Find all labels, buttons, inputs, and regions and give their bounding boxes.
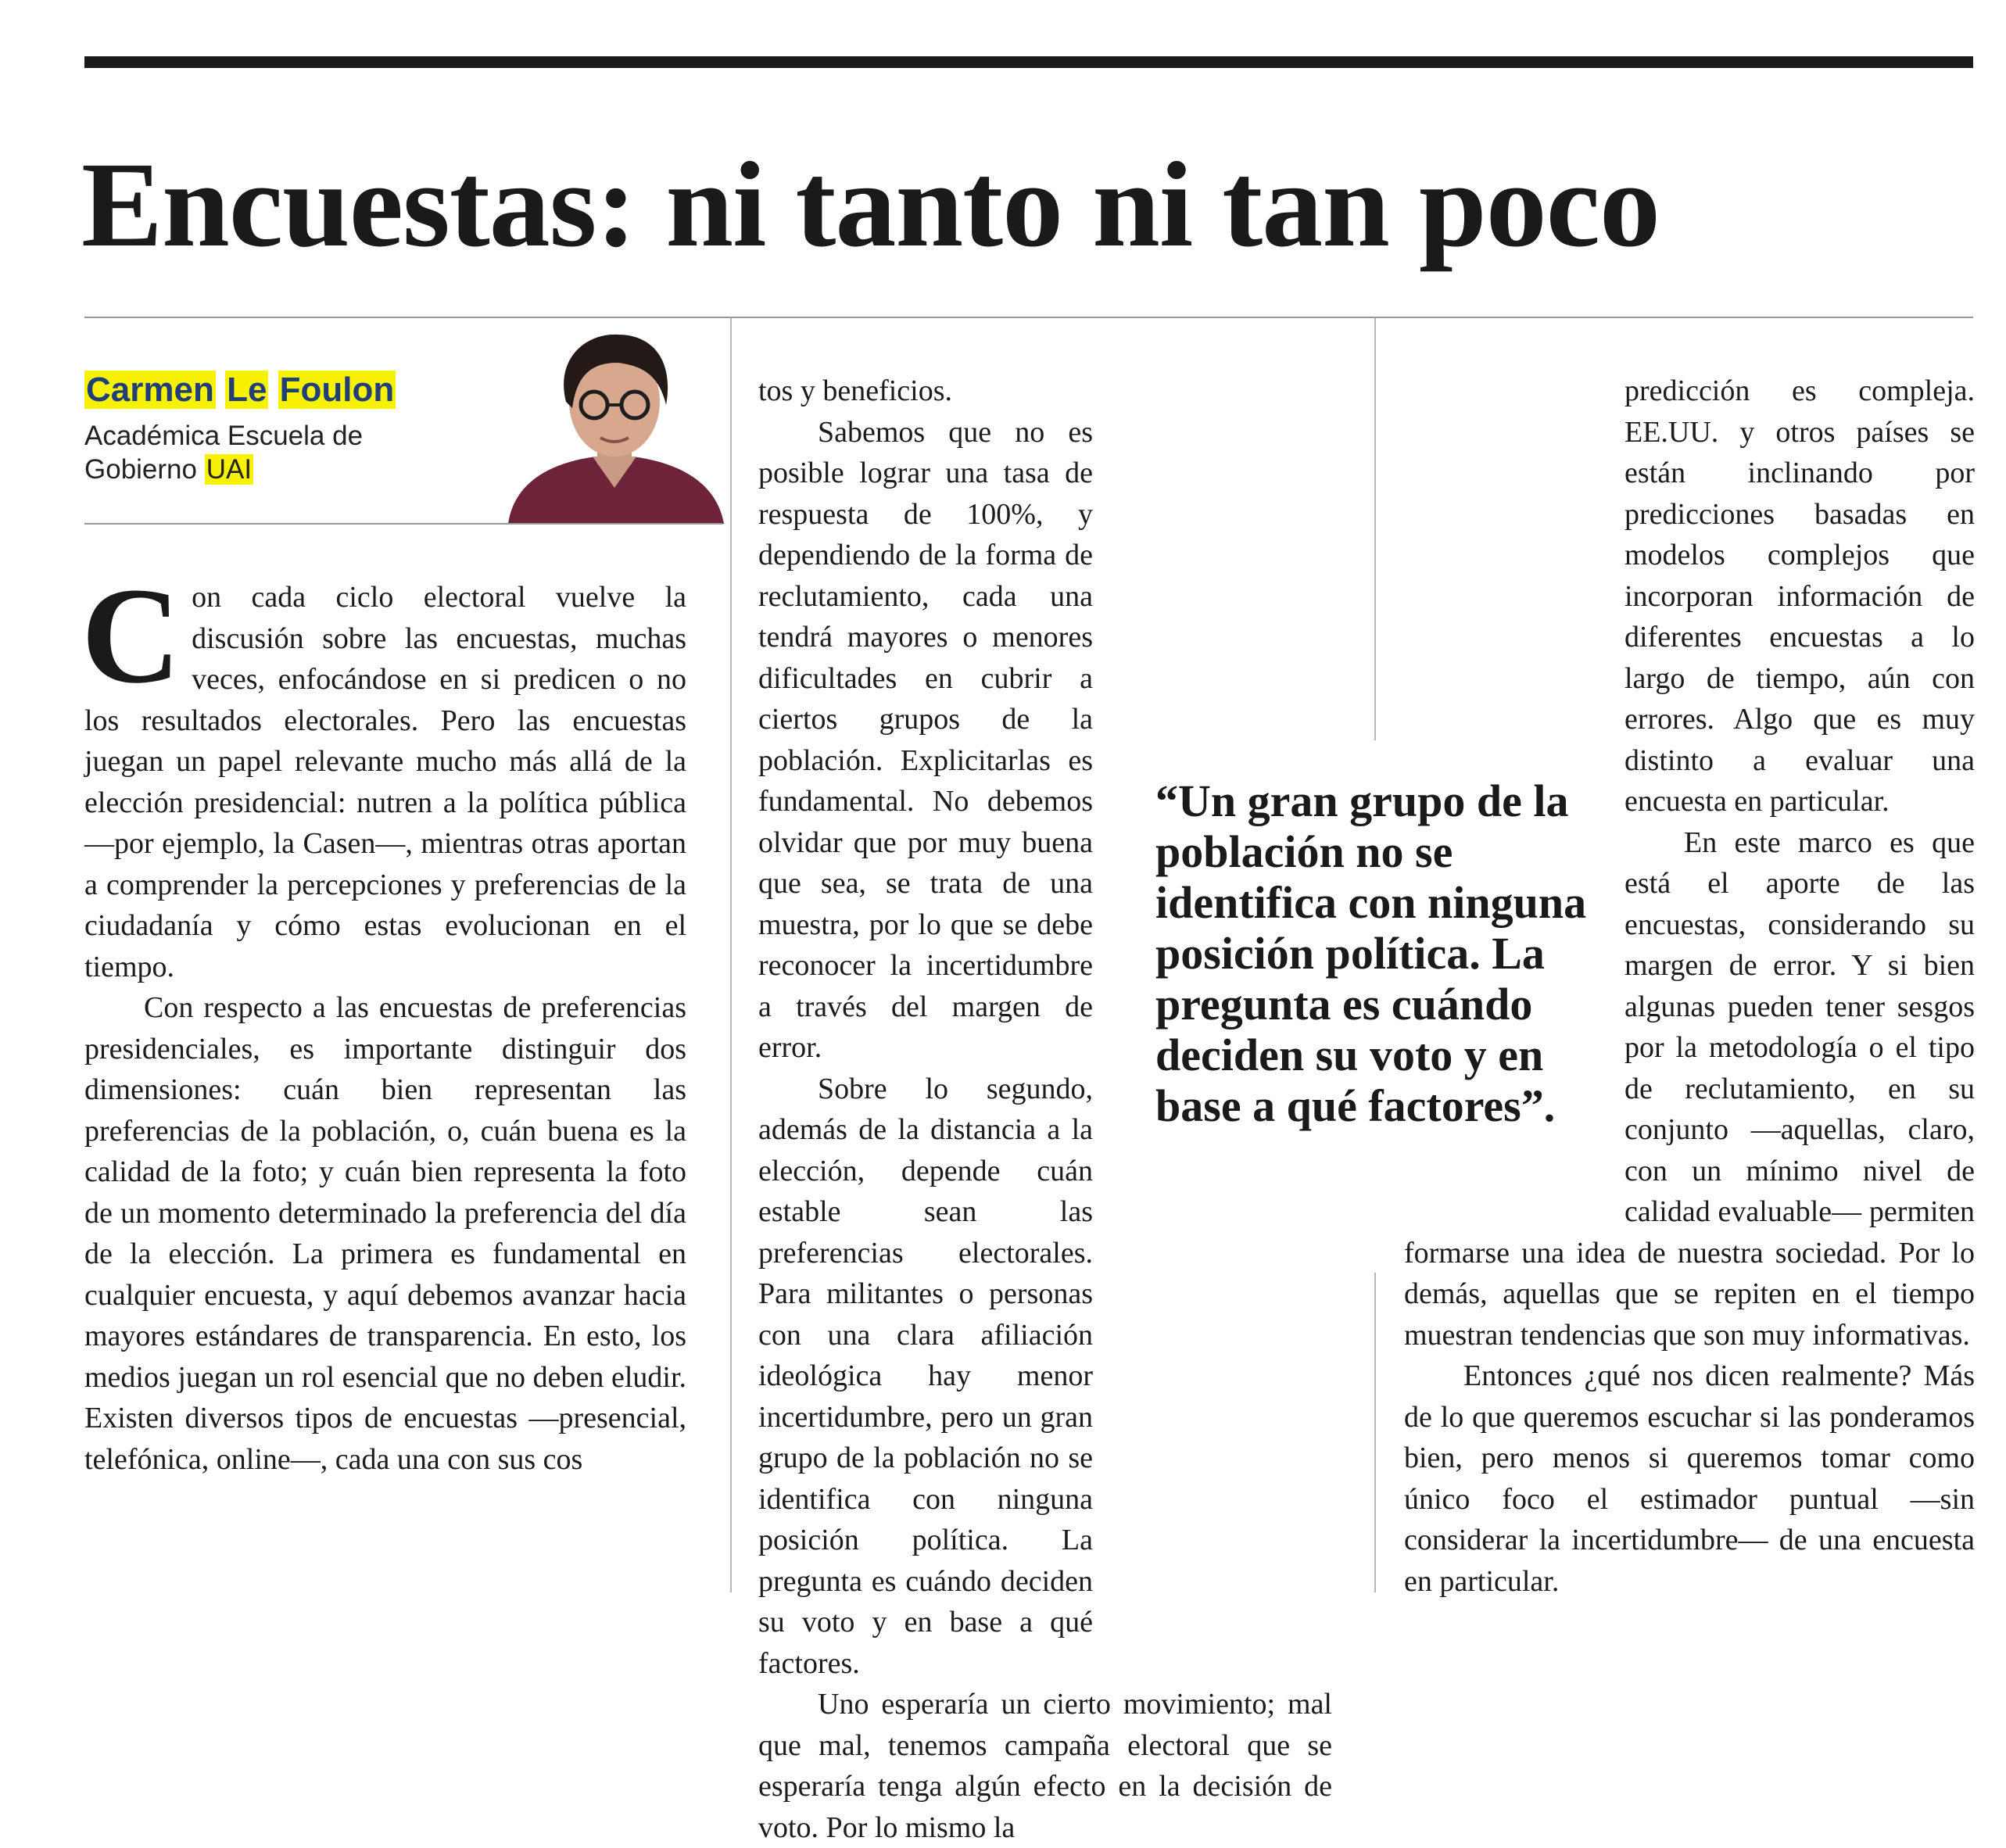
column-divider-1	[730, 318, 732, 1592]
pull-quote: “Un gran grupo de la población no se identifica con ninguna posición política. La pregunta es cuándo deciden su voto y en base a qué factores”.	[1155, 775, 1587, 1131]
column-divider-2-top	[1374, 318, 1376, 740]
top-rule-bar	[84, 56, 1973, 68]
author-role	[84, 419, 452, 486]
author-first-name: Carmen	[86, 371, 214, 409]
paragraph: En este marco es que está el aporte de las encuestas, considerando su margen de error. Y si bien algunas pueden tener sesgos por la metodología o el tipo de reclutamiento, en su conjunto —aquellas, claro, con un mínimo nivel de calidad evaluable— permiten formarse una idea de nuestra sociedad. Por lo demás, aquellas que se repiten en el tiempo muestran tendencias que son muy informativas.	[1404, 826, 1975, 1352]
paragraph: predicción es compleja. EE.UU. y otros países se están inclinando por predicciones basadas en modelos complejos que incorporan información de diferentes encuestas a lo largo de tiempo, aún con errores. Algo que es muy distinto a evaluar una encuesta en particular.	[1625, 374, 1975, 818]
paragraph: Sobre lo segundo, además de la distancia a la elección, depende cuán estable sean las preferencias electorales. Para militantes o personas con una clara afiliación ideológica hay menor incertidumbre, pero un gran grupo de la población no se identifica con ninguna posición política. La pregunta es cuándo deciden su voto y en base a qué factores.	[758, 1072, 1093, 1680]
headline-divider	[84, 317, 1973, 318]
author-role-institution: UAI	[206, 454, 253, 485]
paragraph: on cada ciclo electoral vuelve la discusión sobre las encuestas, muchas veces, enfocándose en si predicen o no los resultados electorales. Pero las encuestas juegan un papel relevante mucho más allá de la elección presidencial: nutren a la política pública —por ejemplo, la Casen—, mientras otras aportan a comprender la percepciones y preferencias de la ciudadanía y cómo estas evolucionan en el tiempo.	[84, 581, 686, 983]
author-middle-name: Le	[227, 371, 267, 409]
author-portrait	[500, 327, 729, 524]
author-role-text: Académica Escuela de Gobierno	[84, 421, 364, 485]
drop-cap: C	[81, 560, 181, 712]
paragraph: Uno esperaría un cierto movimiento; mal que mal, tenemos campaña electoral que se esperaría tenga algún efecto en la decisión de voto. Por lo mismo la	[758, 1688, 1332, 1844]
author-name	[84, 367, 396, 413]
paragraph: Con respecto a las encuestas de preferencias presidenciales, es importante distinguir dos dimensiones: cuán bien representan las preferencias de la población, o, cuán buena es la calidad de la foto; y cuán bien representa la foto de un momento determinado la preferencia del día de la elección. La primera es fundamental en cualquier encuesta, y aquí debemos avanzar hacia mayores estándares de transparencia. En esto, los medios juegan un rol esencial que no deben eludir. Existen diversos tipos de encuestas —presencial, telefónica, online—, cada una con sus cos	[84, 991, 686, 1476]
paragraph: Sabemos que no es posible lograr una tasa de respuesta de 100%, y dependiendo de la forma de reclutamiento, cada una tendrá mayores o menores dificultades en cubrir a ciertos grupos de la población. Explicitarlas es fundamental. No debemos olvidar que por muy buena que sea, se trata de una muestra, por lo que se debe reconocer la incertidumbre a través del margen de error.	[758, 415, 1093, 1064]
paragraph: Entonces ¿qué nos dicen realmente? Más de lo que queremos escuchar si las ponderamos bien, pero menos si queremos tomar como único foco el estimador puntual —sin considerar la incertidumbre— de una encuesta en particular.	[1404, 1359, 1975, 1598]
author-portrait-illustration	[500, 327, 729, 524]
headline: Encuestas: ni tanto ni tan poco	[81, 137, 1660, 272]
column-1	[81, 560, 686, 1480]
column-divider-2-bottom	[1374, 1273, 1376, 1592]
author-last-name: Foulon	[279, 371, 395, 409]
paragraph: tos y beneficios.	[758, 374, 953, 407]
byline-divider	[84, 523, 722, 525]
